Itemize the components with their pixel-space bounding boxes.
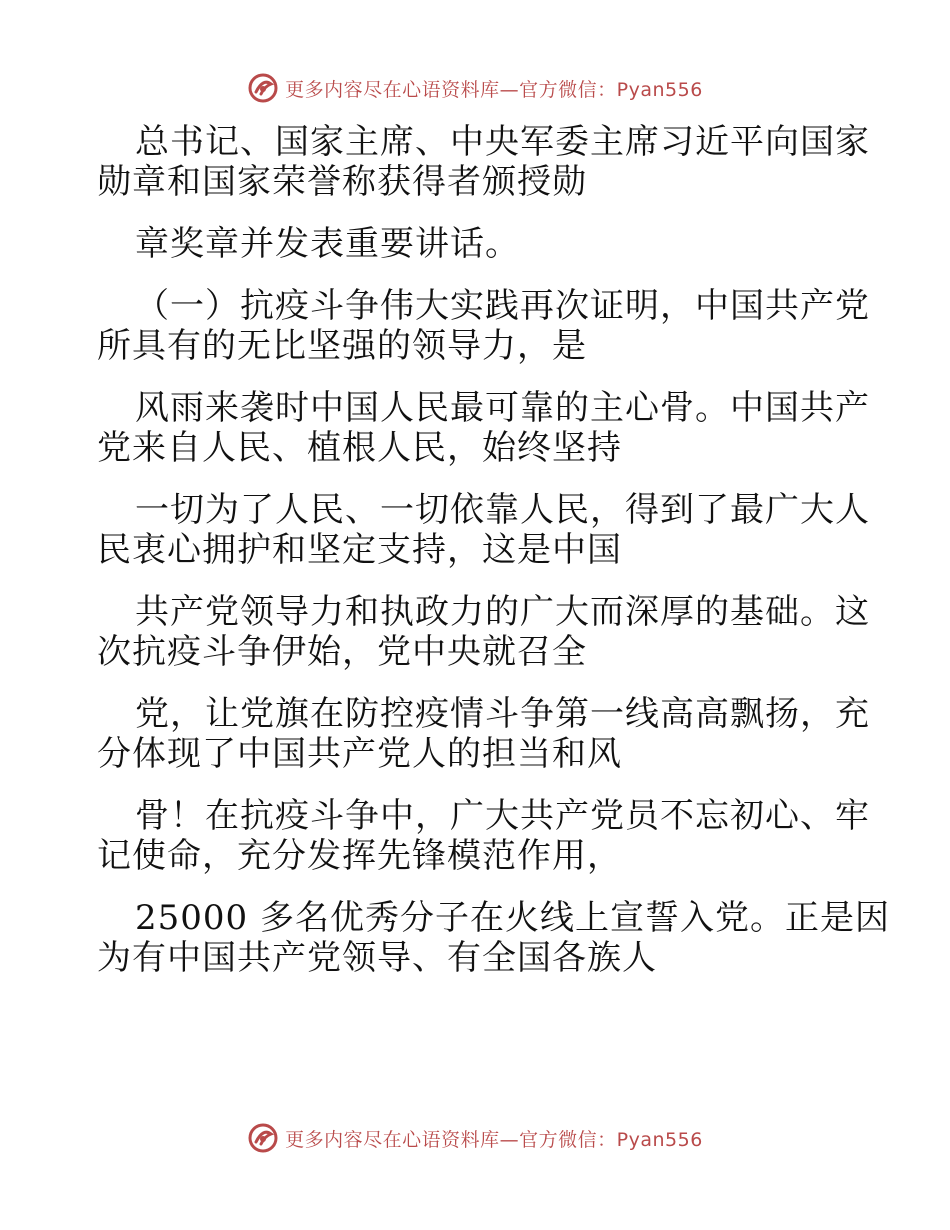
body-line: 骨！在抗疫斗争中，广大共产党员不忘初心、牢 [135, 796, 870, 836]
body-line: 风雨来袭时中国人民最可靠的主心骨。中国共产 [135, 388, 870, 428]
document-body [97, 122, 890, 978]
body-line: 民衷心拥护和坚定支持，这是中国 [97, 530, 622, 570]
watermark-text: 更多内容尽在心语资料库—官方微信：Pyan556 [285, 78, 703, 101]
body-line: 记使命，充分发挥先锋模范作用， [97, 836, 622, 876]
body-line: 勋章和国家荣誉称获得者颁授勋 [97, 162, 587, 202]
body-line: 章奖章并发表重要讲话。 [135, 224, 520, 264]
body-line: 所具有的无比坚强的领导力，是 [97, 326, 587, 366]
body-line: 分体现了中国共产党人的担当和风 [97, 734, 622, 774]
body-line: 党，让党旗在防控疫情斗争第一线高高飘扬，充 [135, 694, 870, 734]
body-line: 次抗疫斗争伊始，党中央就召全 [97, 632, 587, 672]
header-watermark [0, 72, 950, 104]
watermark-text: 更多内容尽在心语资料库—官方微信：Pyan556 [285, 1128, 703, 1151]
body-line: 党来自人民、植根人民，始终坚持 [97, 428, 622, 468]
body-line: 一切为了人民、一切依靠人民，得到了最广大人 [135, 490, 870, 530]
body-line: 为有中国共产党领导、有全国各族人 [97, 938, 657, 978]
body-line: 共产党领导力和执政力的广大而深厚的基础。这 [135, 592, 870, 632]
swirl-logo-icon [247, 72, 279, 104]
footer-watermark [0, 1122, 950, 1154]
body-line: 25000 多名优秀分子在火线上宣誓入党。正是因 [135, 898, 890, 938]
swirl-logo-icon [247, 1122, 279, 1154]
body-line: （一）抗疫斗争伟大实践再次证明，中国共产党 [135, 286, 870, 326]
body-line: 总书记、国家主席、中央军委主席习近平向国家 [135, 122, 870, 162]
